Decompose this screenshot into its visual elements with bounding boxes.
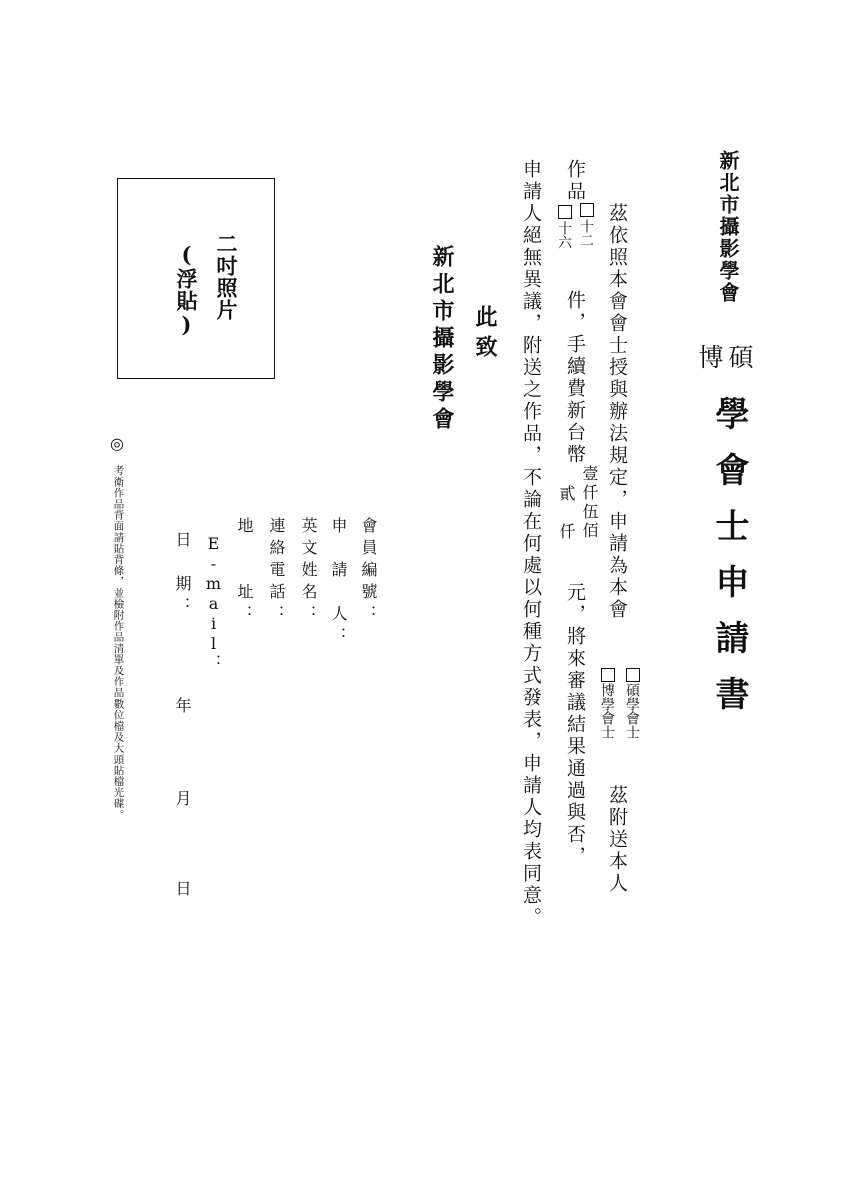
date-month-label: 月 — [173, 790, 192, 812]
photo-paste-label: (浮貼) — [174, 242, 199, 338]
photo-placeholder-box — [117, 178, 275, 379]
date-day-label: 日 — [173, 880, 192, 902]
date-year-label: 年 — [173, 697, 192, 719]
fee-option-2000: 貳 仟 — [557, 485, 576, 542]
submission-note: 考衛作品背面請貼背條，並檢附作品清單及作品數位檔及大頭貼檔光碟。 — [112, 465, 125, 821]
phone-field[interactable]: 連絡電話： — [267, 517, 286, 627]
body-line-3: 申請人絕無異議，附送之作品，不論在何處以何種方式發表，申請人均表同意。 — [520, 159, 542, 929]
address-field[interactable]: 地 址： — [235, 517, 254, 627]
body-line-2-end: 元，將來審議結果通過與否， — [564, 582, 586, 868]
body-line-2-start: 作品 — [564, 159, 586, 203]
degree-option-doctor: 博 — [695, 344, 724, 369]
closing-salutation: 此致 — [472, 305, 498, 365]
date-field[interactable]: 日 期： — [173, 531, 192, 619]
recipient-organization: 新北市攝影學會 — [429, 245, 455, 434]
body-line-1-text: 茲依照本會會士授與辦法規定，申請為本會 — [606, 203, 628, 621]
member-number-field[interactable]: 會員編號： — [359, 517, 378, 627]
checkbox-doctor-fellow[interactable] — [601, 668, 615, 682]
photo-size-label: 二吋照片 — [214, 233, 239, 321]
english-name-field[interactable]: 英文姓名： — [299, 517, 318, 627]
fee-option-1500: 壹仟伍佰 — [580, 465, 599, 541]
option-master-fellow: 碩學會士 — [624, 683, 640, 739]
body-line-2-mid: 件，手續費新台幣 — [564, 290, 586, 466]
applicant-name-field[interactable]: 申 請 人： — [329, 517, 348, 649]
body-line-1-end: 茲附送本人 — [606, 785, 628, 895]
form-title: 學會士申請書 — [709, 396, 749, 732]
checkbox-twelve-works[interactable] — [580, 203, 594, 217]
checkbox-master-fellow[interactable] — [626, 668, 640, 682]
organization-name: 新北市攝影學會 — [716, 150, 740, 304]
body-line-1 — [607, 203, 626, 621]
email-field[interactable]: E-mail： — [204, 534, 223, 671]
degree-option-master: 碩 — [725, 344, 754, 369]
option-twelve: 十二 — [578, 219, 594, 247]
option-sixteen: 十六 — [556, 221, 572, 249]
option-doctor-fellow: 博學會士 — [599, 683, 615, 739]
checkbox-sixteen-works[interactable] — [558, 205, 572, 219]
note-bullet: ◎ — [110, 434, 124, 453]
